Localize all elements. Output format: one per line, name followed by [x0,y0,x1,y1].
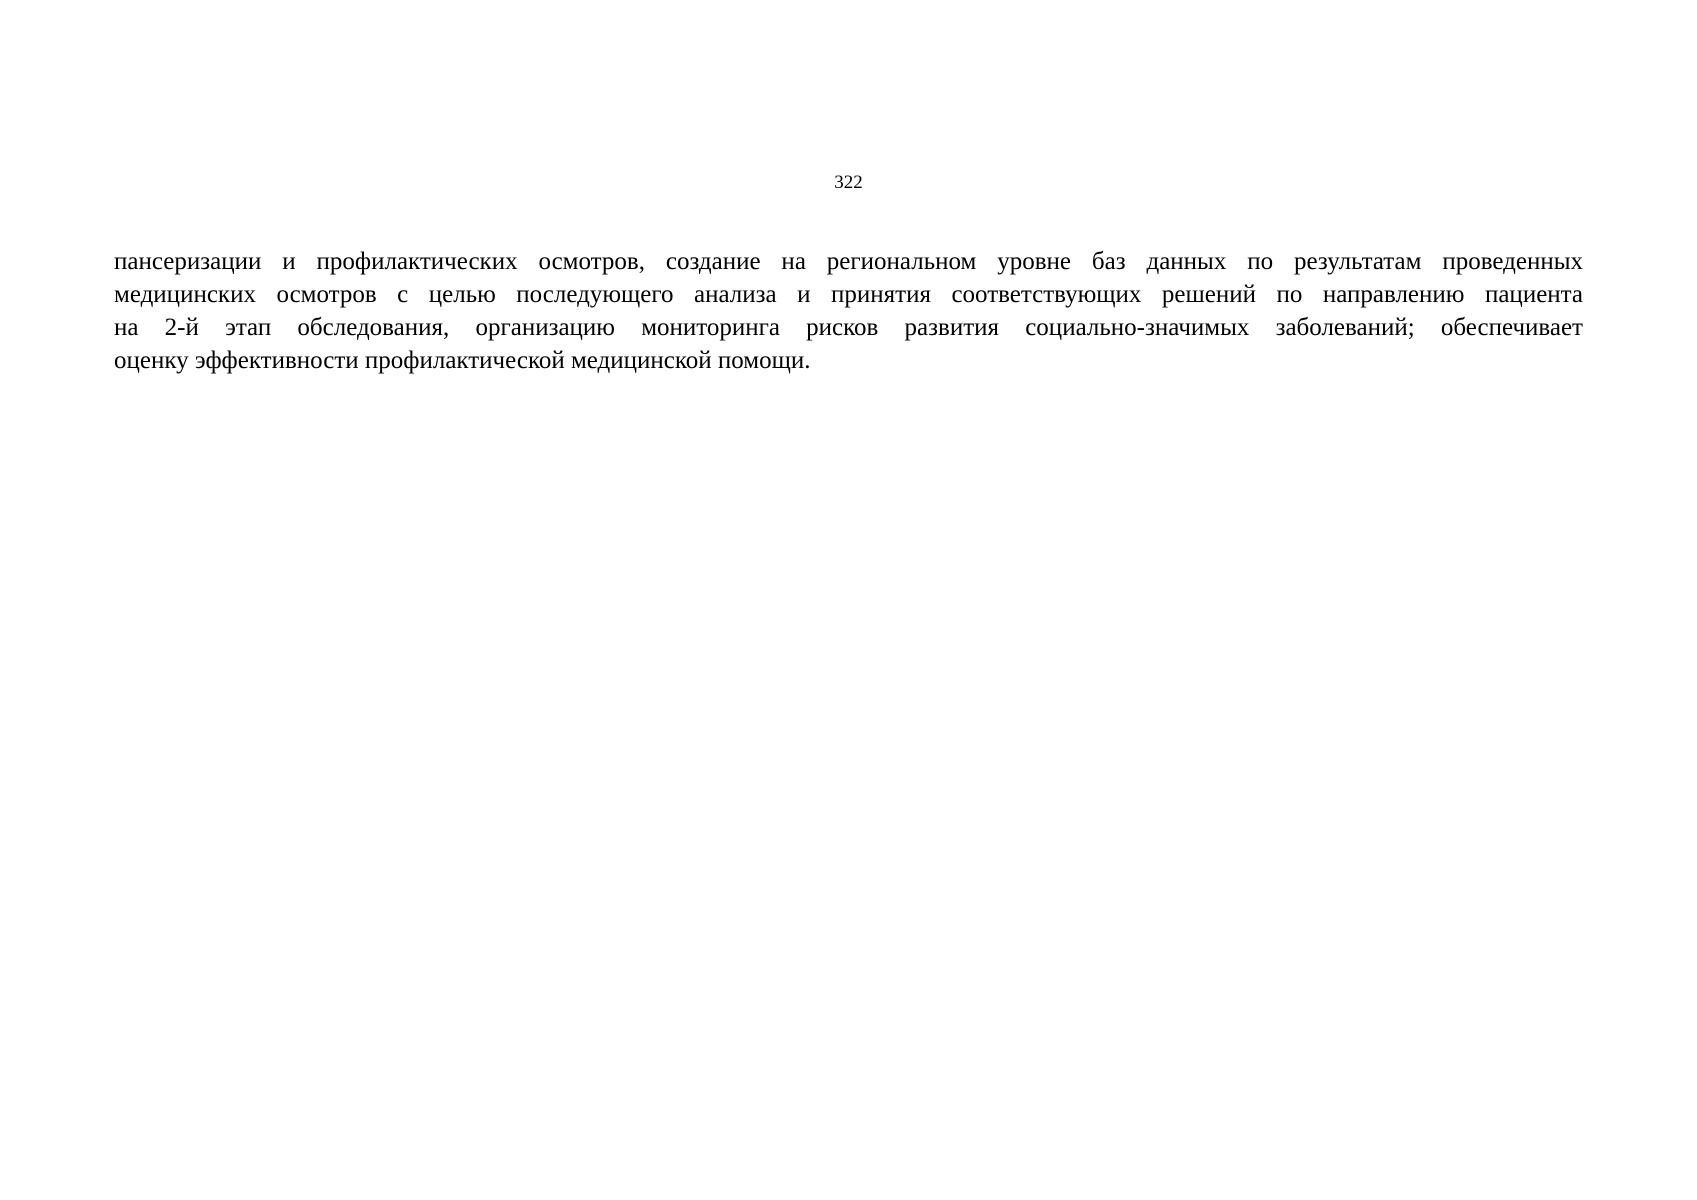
page-number: 322 [834,172,863,193]
paragraph-line-3: на 2-й этап обследования, организацию мониторинга рисков развития социально-значимых заболеваний; обеспечивает [114,314,1583,341]
body-paragraph [114,245,1583,377]
paragraph-line-2: медицинских осмотров с целью последующего анализа и принятия соответствующих решений по направлению пациента [114,281,1583,308]
paragraph-line-4: оценку эффективности профилактической медицинской помощи. [114,347,811,374]
paragraph-line-1: пансеризации и профилактических осмотров, создание на региональном уровне баз данных по результатам проведенных [114,248,1583,275]
